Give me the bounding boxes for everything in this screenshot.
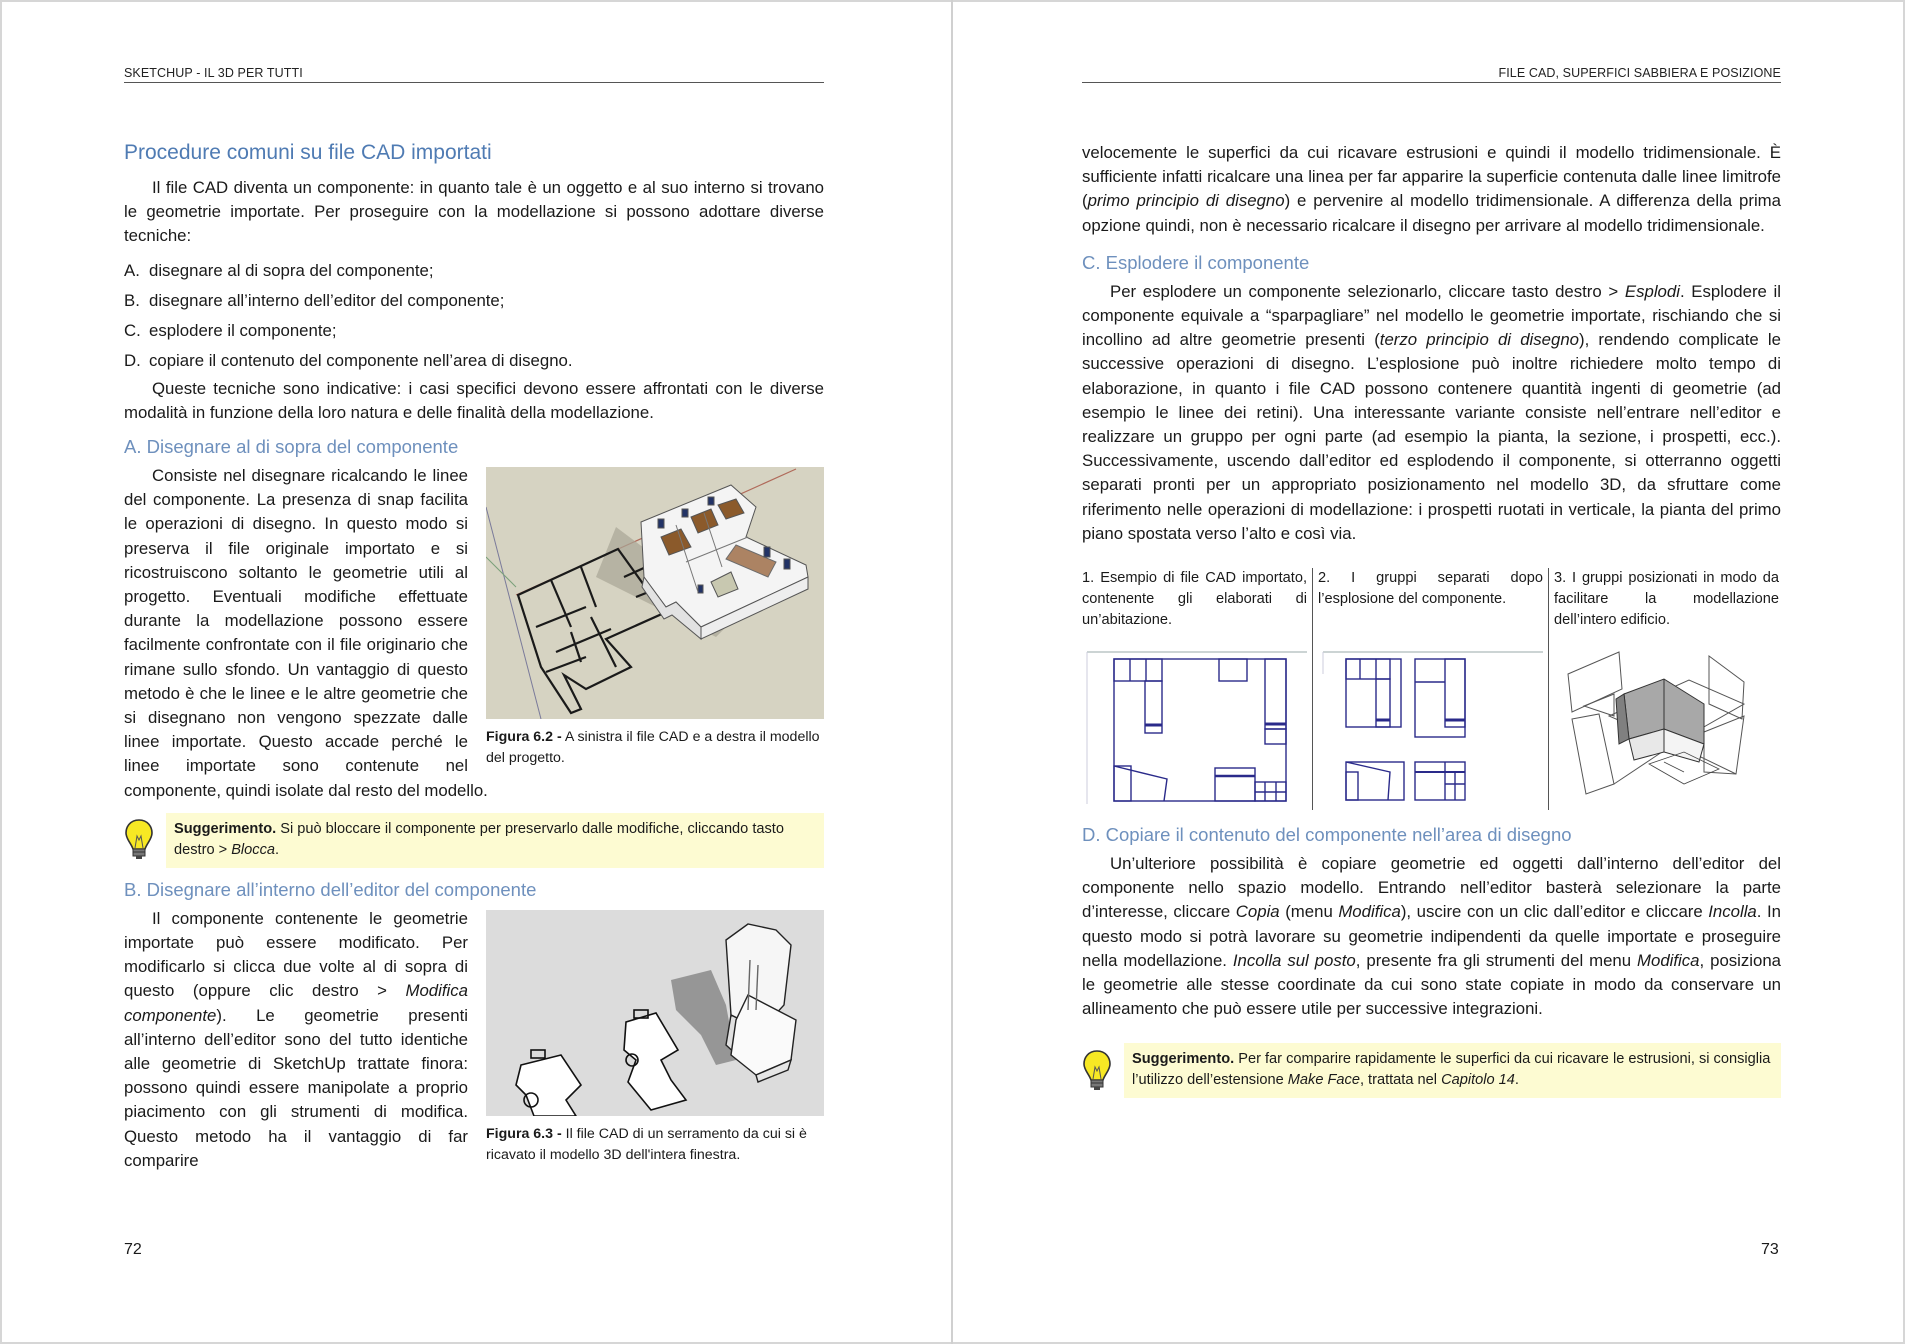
techniques-list — [124, 256, 824, 376]
right-page-content — [1082, 141, 1781, 1104]
step-2 — [1312, 568, 1548, 810]
section-d-title: D. Copiare il contenuto del componente nell’area di disegno — [1082, 824, 1572, 846]
step-caption: 1. Esempio di file CAD importato, contenente gli elaborati di un’abitazione. — [1082, 570, 1307, 629]
section-a-block — [124, 464, 824, 803]
tip-callout — [124, 813, 824, 868]
step-1 — [1082, 568, 1312, 810]
figure-6-2-caption: Figura 6.2 - A sinistra il file CAD e a destra il modello del progetto. — [486, 729, 820, 767]
figure-6-3-caption: Figura 6.3 - Il file CAD di un serramento da cui si è ricavato il modello 3D dell'intera finestra. — [486, 1125, 807, 1163]
figure-6-2 — [486, 467, 824, 769]
cad-plan-illustration — [1082, 644, 1307, 806]
section-b-title: B. Disegnare all’interno dell’editor del componente — [124, 878, 537, 900]
positioned-groups-3d-illustration — [1554, 644, 1779, 806]
section-a-paragraph: Consiste nel disegnare ricalcando le linee del componente. La presenza di snap facilita le operazioni di disegno. In questo modo si preserva il file originale importato e si ricostruiscono soltanto le geometrie utili al progetto. Eventuali modifiche effettuate durante la modellazione possono essere facilmente confrontate con il file originario che rimane sullo sfondo. Un vantaggio di questo metodo è che le linee e le altre geometrie che si disegnano non vengono spezzate dalle linee importate. Questo accade perché le linee importate sono contenute nel componente, quindi isolate dal resto del modello. — [124, 466, 488, 800]
separated-groups-illustration — [1318, 644, 1543, 806]
figure-6-2-image — [486, 467, 824, 719]
right-page — [953, 0, 1905, 1344]
figure-6-3 — [486, 910, 824, 1166]
technique-item: C. esplodere il componente; — [124, 320, 337, 340]
section-d-paragraph: Un’ulteriore possibilità è copiare geometrie ed oggetti dall’interno dell’editor del componente nello spazio modello. Entrando nell’editor basterà selezionare la parte d’interesse, cliccare Copia (menu Modifica), uscire con un clic dall’editor e cliccare Incolla. In questo modo si potrà lavorare su geometrie indipendenti da quelle importate e proseguire nella modellazione. Incolla sul posto, presente fra gli strumenti del menu Modifica, posiziona le geometrie alle stesse coordinate da cui sono state copiate in modo da conservare un allineamento che può essere utile per successive integrazioni. — [1082, 854, 1782, 1019]
chapter-title: Procedure comuni su file CAD importati — [124, 141, 492, 164]
step-3 — [1548, 568, 1784, 810]
section-b-block — [124, 907, 824, 1173]
section-b-paragraph: Il componente contenente le geometrie importate può essere modificato. Per modificarlo si clicca due volte al di sopra di questo (oppure clic destro > Modifica componente). Le geometrie presenti all’interno dell’editor sono del tutto identiche alle geometrie di SketchUp trattate finora: possono quindi essere manipolate a proprio piacimento con gli strumenti di modifica. Questo metodo ha il vantaggio di far comparire — [124, 908, 468, 1170]
lightbulb-icon — [124, 818, 166, 862]
cad-plan-and-3d-model-illustration — [486, 467, 824, 719]
page-number: 72 — [124, 1241, 142, 1258]
technique-item: B. disegnare all’interno dell’editor del componente; — [124, 290, 505, 310]
left-page — [0, 0, 951, 1344]
intro-paragraph: Il file CAD diventa un componente: in quanto tale è un oggetto e al suo interno si trovano le geometrie importate. Per proseguire con la modellazione si possono adottare diverse tecniche: — [124, 178, 824, 246]
continued-paragraph: velocemente le superfici da cui ricavare estrusioni e quindi il modello tridimensionale. È sufficiente infatti ricalcare una linea per far apparire la superficie contenuta dalle linee limitrofe (primo principio di disegno) e pervenire al modello tridimensionale. A differenza della prima opzione quindi, non è necessario ricalcare il disegno per arrivare al modello tridimensionale. — [1082, 143, 1781, 235]
step-caption: 2. I gruppi separati dopo l’esplosione del componente. — [1318, 570, 1543, 608]
page-number: 73 — [1761, 1241, 1779, 1258]
section-a-title: A. Disegnare al di sopra del componente — [124, 436, 459, 458]
section-c-paragraph: Per esplodere un componente selezionarlo, cliccare tasto destro > Esplodi. Esplodere il componente equivale a “sparpagliare” nel modello le geometrie importate, rischiando che si incollino ad altre geometrie presenti (terzo principio di disegno), rendendo complicate le successive operazioni di disegno. L’esplosione può inoltre richiedere molto tempo di elaborazione, in quanto i file CAD possono contenere quantità ingenti di geometrie (ad esempio le linee dei retini). Una interessante variante consiste nell’entrare nell’editor e realizzare un gruppo per ogni parte (ad esempio la pianta, la sezione, i prospetti, ecc.). Successivamente, uscendo dall’editor ed esplodendo il componente, si otterranno oggetti separati pronti per un appropriato posizionamento nel modello 3D, da sfruttare come riferimento nelle operazioni di modellazione: i prospetti ruotati in verticale, la pianta del primo piano spostata verso l’alto e così via. — [1082, 281, 1781, 543]
technique-item: D. copiare il contenuto del componente nell’area di disegno. — [124, 350, 573, 370]
left-page-content — [124, 138, 824, 1173]
step-caption: 3. I gruppi posizionati in modo da facilitare la modellazione dell’intero edificio. — [1554, 570, 1779, 629]
techniques-note: Queste tecniche sono indicative: i casi specifici devono essere affrontati con le diverse modalità in funzione della loro natura e delle finalità della modellazione. — [124, 378, 824, 422]
explode-steps-figure — [1082, 568, 1781, 810]
running-head: SKETCHUP - IL 3D PER TUTTI — [124, 66, 824, 83]
lightbulb-icon — [1082, 1049, 1124, 1093]
running-head: FILE CAD, SUPERFICI SABBIERA E POSIZIONE — [1082, 66, 1781, 83]
section-c-title: C. Esplodere il componente — [1082, 251, 1310, 273]
tip-text: Suggerimento. Si può bloccare il componente per preservarlo dalle modifiche, cliccando tasto destro > Blocca. — [166, 813, 824, 868]
tip-callout — [1082, 1043, 1781, 1098]
figure-6-3-image — [486, 910, 824, 1116]
tip-text: Suggerimento. Per far comparire rapidamente le superfici da cui ricavare le estrusioni, si consiglia l’utilizzo dell’estensione Make Face, trattata nel Capitolo 14. — [1124, 1043, 1781, 1098]
window-frame-profile-illustration — [486, 910, 824, 1116]
technique-item: A. disegnare al di sopra del componente; — [124, 260, 434, 280]
